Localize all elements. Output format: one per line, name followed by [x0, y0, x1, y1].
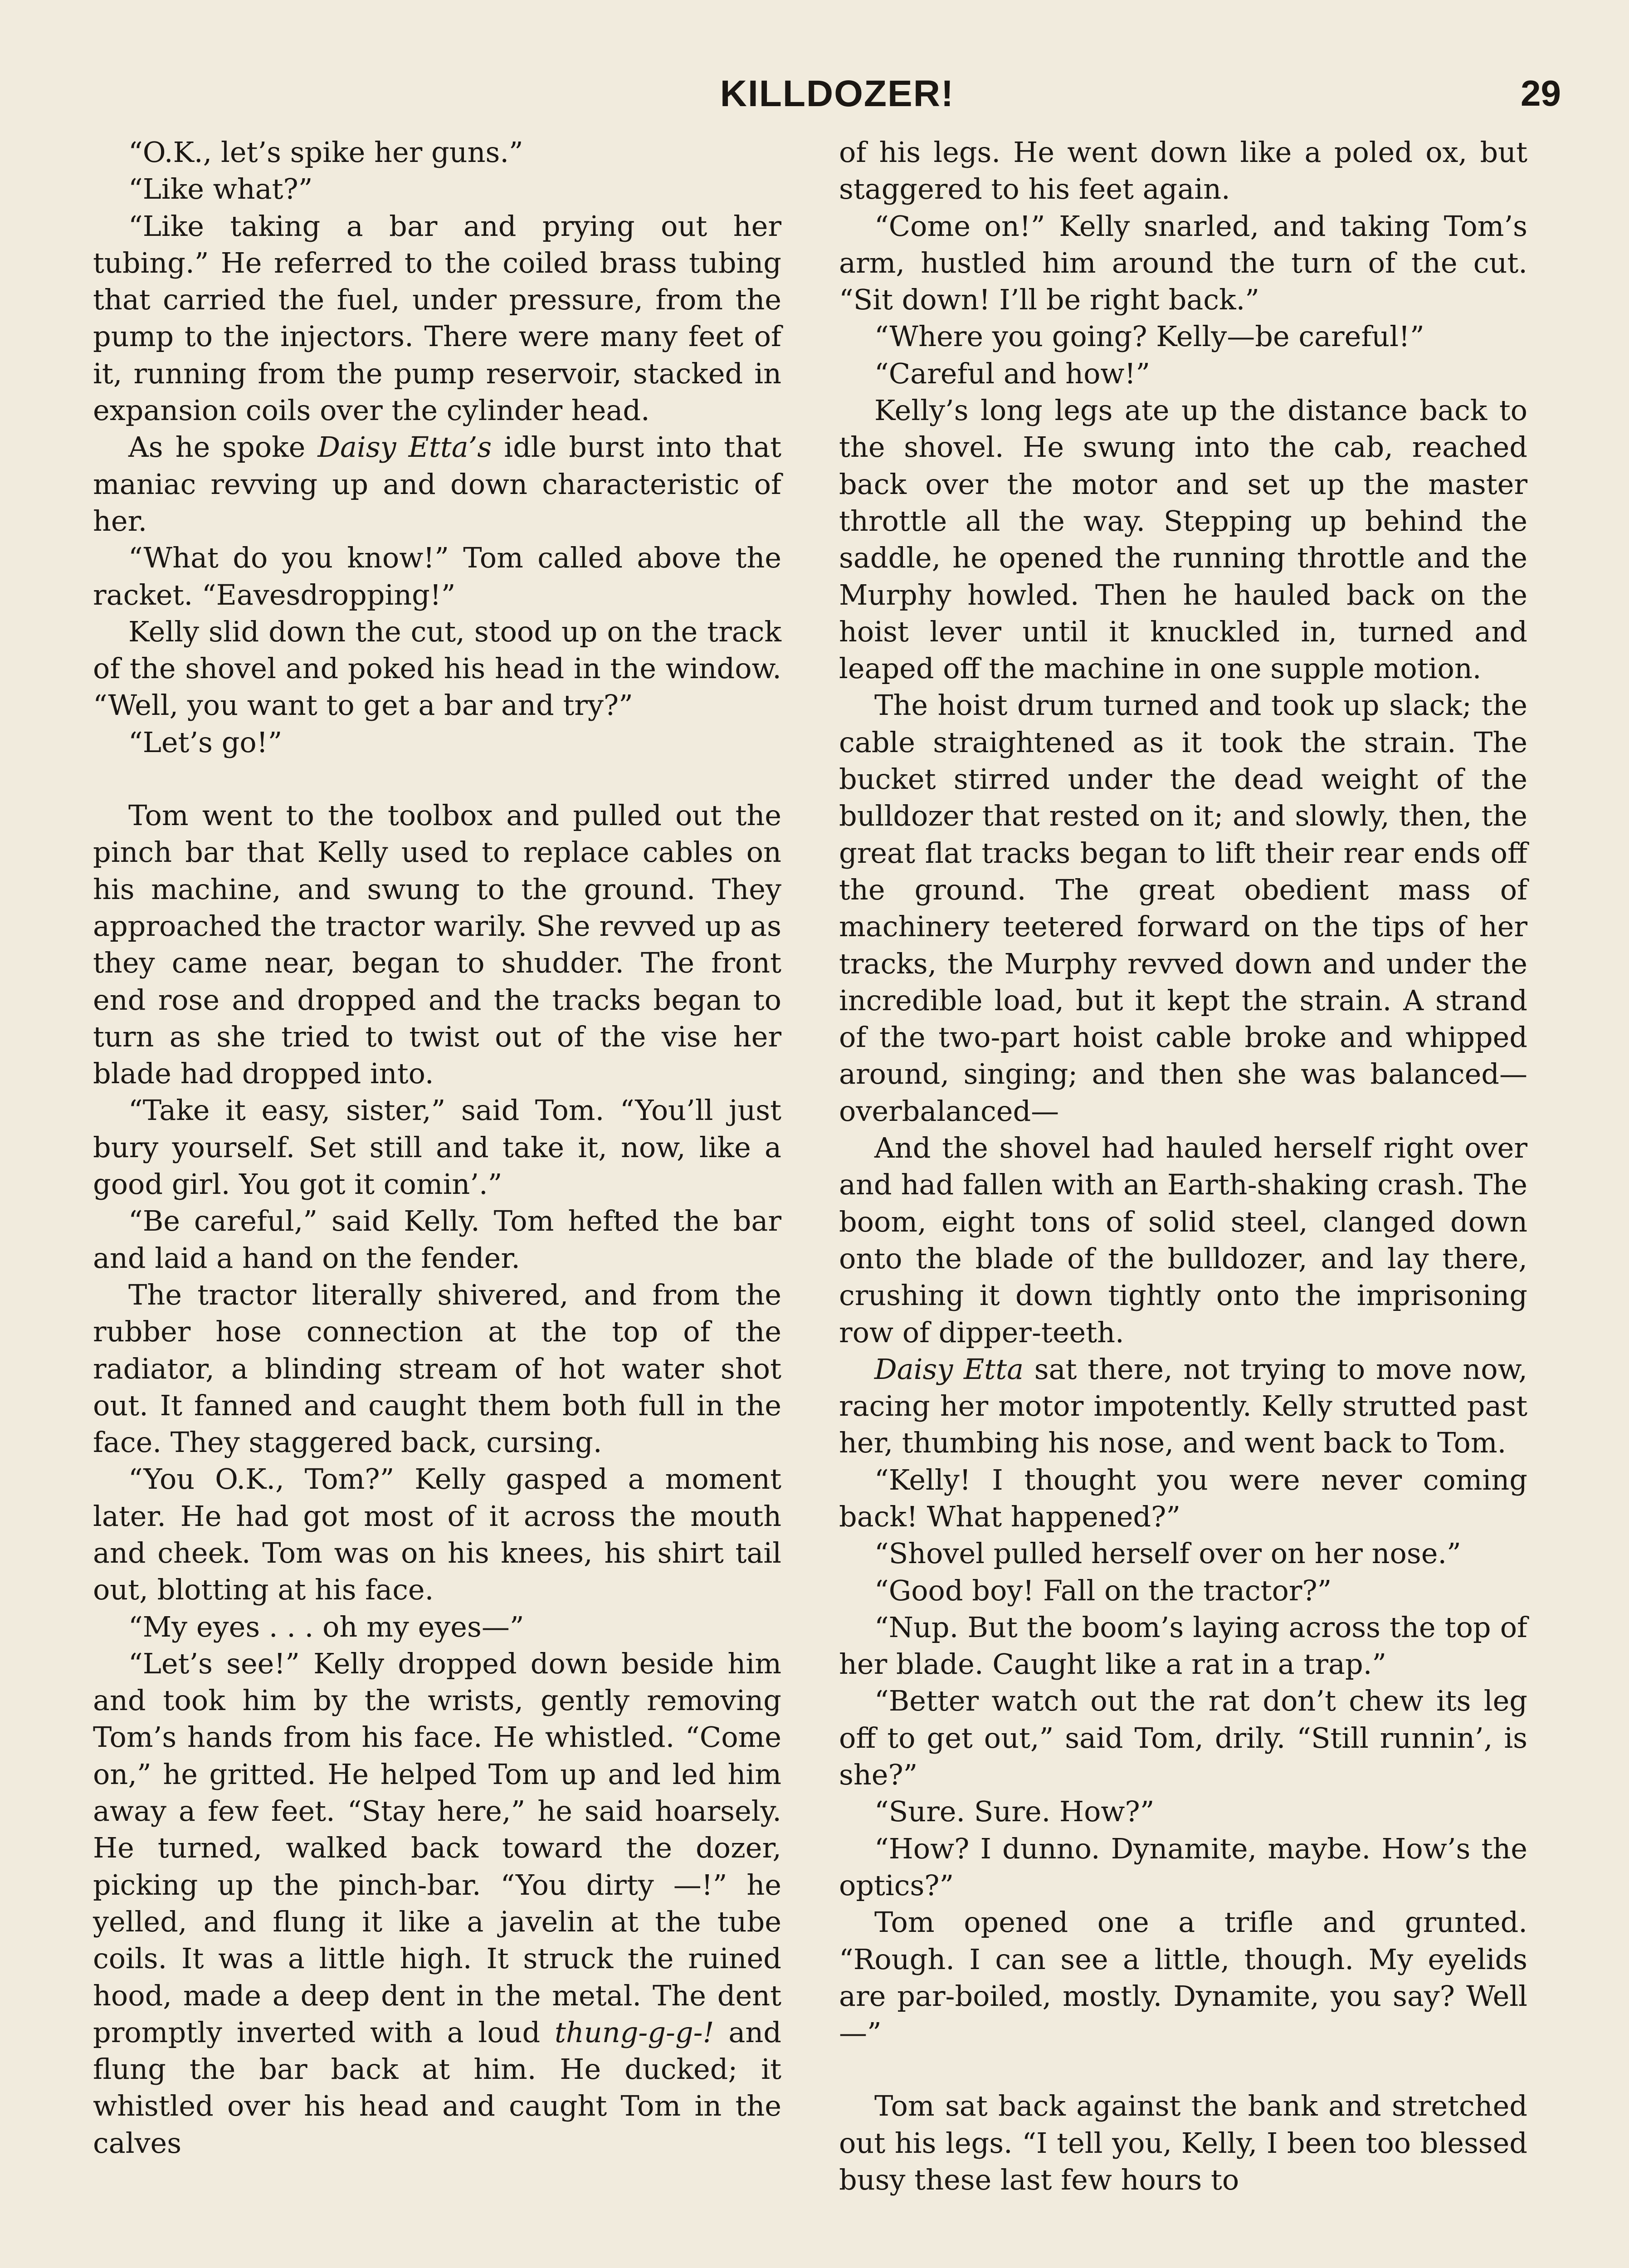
text-run: “Let’s see!” Kelly dropped down beside him and took him by the wrists, gently removing Tom’s hands from his face. He whistled. “Come on,” he gritted. He helped Tom up and led him away a few feet. “Stay here,” he said hoarsely. He turned, walked back toward the dozer, picking up the pinch-bar. “You dirty —!” he yelled, and flung it like a javelin at the tube coils. It was a little high. It struck the ruined hood, made a deep dent in the metal. The dent promptly inverted with a loud: [93, 1647, 781, 2049]
paragraph: “Like taking a bar and prying out her tubing.” He referred to the coiled brass tubing that carried the fuel, under pressure, from the pump to the injectors. There were many feet of it, running from the pump reservoir, stacked in expansion coils over the cylinder head.: [93, 209, 781, 427]
paragraph: “Kelly! I thought you were never coming back! What happened?”: [839, 1463, 1527, 1533]
paragraph: Kelly’s long legs ate up the distance back to the shovel. He swung into the cab, reached back over the motor and set up the master throttle all the way. Stepping up behind the saddle, he opened the running throttle and the Murphy howled. Then he hauled back on the hoist lever until it knuckled in, turned and leaped off the machine in one supple motion.: [839, 394, 1527, 685]
paragraph: Tom opened one a trifle and grunted. “Rough. I can see a little, though. My eyelids are par-boiled, mostly. Dynamite, you say? Well—”: [839, 1906, 1527, 2050]
page-number: 29: [1521, 73, 1561, 113]
paragraph: And the shovel had hauled herself right over and had fallen with an Earth-shaking crash. The boom, eight tons of solid steel, clanged down onto the blade of the bulldozer, and lay there, crushing it down tightly onto the imprisoning row of dipper-teeth.: [839, 1131, 1527, 1349]
paragraph: “Nup. But the boom’s laying across the top of her blade. Caught like a rat in a trap.”: [839, 1610, 1527, 1681]
right-column: [839, 134, 1527, 2198]
paragraph: “O.K., let’s spike her guns.”: [128, 136, 523, 169]
text-run: idle burst into that maniac revving up and down characteristic of her.: [93, 430, 781, 538]
paragraph: “Where you going? Kelly—be careful!”: [874, 320, 1424, 353]
text-run: and flung the bar back at him. He ducked; it whistled over his head and caught Tom in the calves: [93, 2015, 781, 2160]
paragraph: “Better watch out the rat don’t chew its leg off to get out,” said Tom, drily. “Still runnin’, is she?”: [839, 1684, 1527, 1792]
paragraph: of his legs. He went down like a poled ox, but staggered to his feet again.: [839, 136, 1527, 206]
italic-text: thung-g-g-!: [555, 2015, 714, 2049]
paragraph: The hoist drum turned and took up slack; the cable straightened as it took the strain. The bucket stirred under the dead weight of the bulldozer that rested on it; and slowly, then, the great flat tracks began to lift their rear ends off the ground. The great obedient mass of machinery teetered forward on the tips of her tracks, the Murphy revved down and under the incredible load, but it kept the strain. A strand of the two-part hoist cable broke and whipped around, singing; and then she was balanced—overbalanced—: [839, 689, 1527, 1128]
paragraph: “Shovel pulled herself over on her nose.”: [874, 1537, 1461, 1570]
paragraph: “Take it easy, sister,” said Tom. “You’ll just bury yourself. Set still and take it, now, like a good girl. You got it comin’.”: [93, 1094, 781, 1201]
paragraph: “Good boy! Fall on the tractor?”: [874, 1574, 1332, 1607]
paragraph: [93, 1645, 781, 2161]
paragraph: “My eyes . . . oh my eyes—”: [128, 1610, 524, 1643]
section-break: [93, 761, 781, 797]
section-break: [839, 2051, 1527, 2087]
paragraph: The tractor literally shivered, and from the rubber hose connection at the top of the radiator, a blinding stream of hot water shot out. It fanned and caught them both full in the face. They staggered back, cursing.: [93, 1278, 781, 1459]
paragraph: “Come on!” Kelly snarled, and taking Tom’s arm, hustled him around the turn of the cut. “Sit down! I’ll be right back.”: [839, 209, 1527, 317]
paragraph: Tom sat back against the bank and stretched out his legs. “I tell you, Kelly, I been too blessed busy these last few hours to: [839, 2089, 1527, 2197]
paragraph: “What do you know!” Tom called above the racket. “Eavesdropping!”: [93, 541, 781, 611]
left-column: [93, 134, 781, 2161]
paragraph: [93, 429, 781, 539]
page-title: KILLDOZER!: [720, 73, 955, 114]
text-run: sat there, not trying to move now, racing her motor impotently. Kelly strutted past her, thumbing his nose, and went back to Tom.: [839, 1352, 1528, 1460]
paragraph: “Careful and how!”: [874, 357, 1151, 390]
paragraph: “Be careful,” said Kelly. Tom hefted the bar and laid a hand on the fender.: [93, 1204, 781, 1275]
paragraph: “Let’s go!”: [128, 725, 283, 759]
paragraph: “Like what?”: [128, 172, 313, 206]
paragraph: [839, 1351, 1527, 1461]
page-header: [113, 73, 1561, 127]
paragraph: Tom went to the toolbox and pulled out the pinch bar that Kelly used to replace cables on his machine, and swung to the ground. They approached the tractor warily. She revved up as they came near, began to shudder. The front end rose and dropped and the tracks began to turn as she tried to twist out of the vise her blade had dropped into.: [93, 799, 781, 1090]
paragraph: “You O.K., Tom?” Kelly gasped a moment later. He had got most of it across the mouth and cheek. Tom was on his knees, his shirt tail out, blotting at his face.: [93, 1462, 781, 1607]
paragraph: Kelly slid down the cut, stood up on the track of the shovel and poked his head in the window. “Well, you want to get a bar and try?”: [93, 615, 781, 722]
paragraph: “Sure. Sure. How?”: [874, 1795, 1155, 1828]
italic-text: Daisy Etta: [874, 1352, 1024, 1386]
italic-text: Daisy Etta’s: [317, 430, 492, 464]
text-run: As he spoke: [128, 430, 318, 464]
paragraph: “How? I dunno. Dynamite, maybe. How’s the optics?”: [839, 1832, 1527, 1902]
